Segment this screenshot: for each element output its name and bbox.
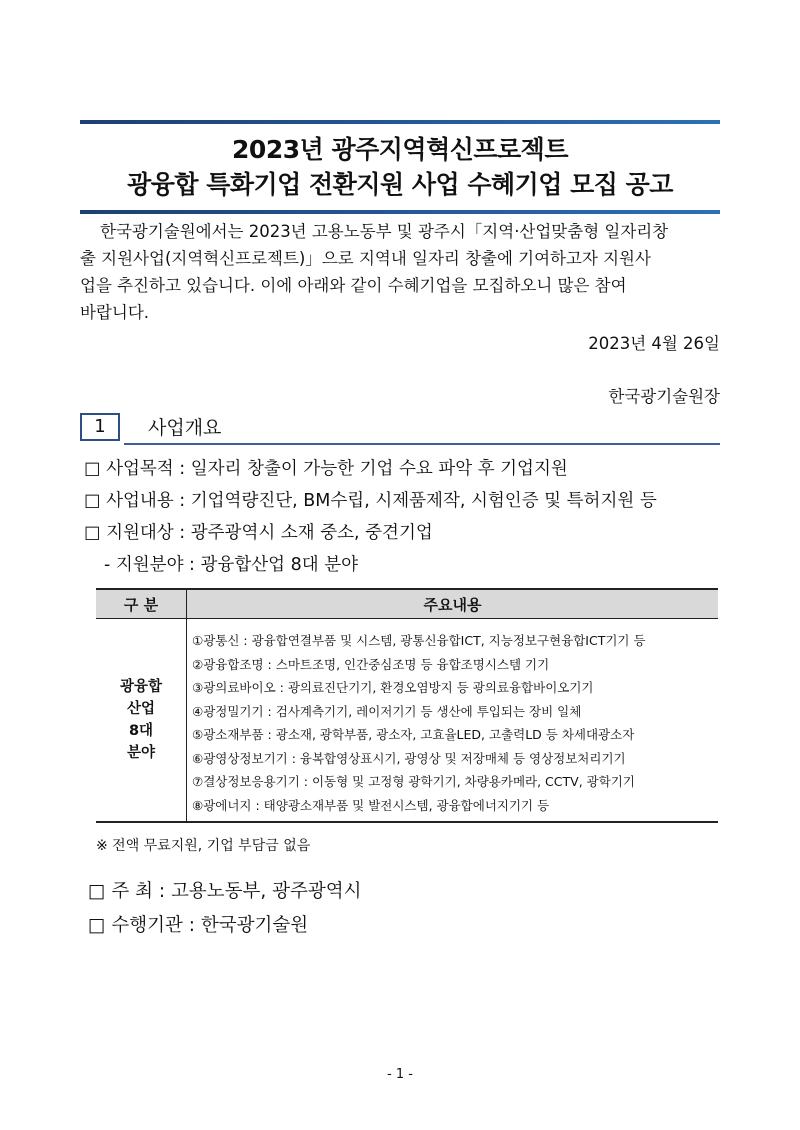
- sub-bullet-field: - 지원분야 : 광융합산업 8대 분야: [104, 555, 359, 575]
- list-item: ③광의료바이오 : 광의료진단기기, 환경오염방지 등 광의료융합바이오기기: [192, 680, 594, 695]
- bullet-host: □ 주 최 : 고용노동부, 광주광역시: [88, 881, 362, 902]
- category-label-line: 8대: [128, 723, 154, 739]
- header-content: 주요내용: [187, 589, 719, 619]
- category-label-cell: [96, 619, 187, 823]
- list-item: ②광융합조명 : 스마트조명, 인간중심조명 등 융합조명시스템 기기: [192, 656, 550, 672]
- list-item: ⑤광소재부품 : 광소재, 광학부품, 광소자, 고효율LED, 고출력LD 등 차세대광소자: [192, 727, 635, 742]
- list-item: ⑦결상정보응용기기 : 이동형 및 고정형 광학기기, 차량용카메라, CCTV, 광학기기: [192, 774, 635, 789]
- page-title-line2: 광융합 특화기업 전환지원 사업 수혜기업 모집 공고: [127, 170, 673, 199]
- bullet-purpose: □ 사업목적 : 일자리 창출이 가능한 기업 수요 파악 후 기업지원: [84, 459, 568, 479]
- section-title: 사업개요: [148, 417, 222, 439]
- intro-line-2: 출 지원사업(지역혁신프로젝트)」으로 지역내 일자리 창출에 기여하고자 지원사: [80, 249, 651, 268]
- page-number: - 1 -: [387, 1067, 413, 1082]
- funding-note: ※ 전액 무료지원, 기업 부담금 없음: [96, 838, 311, 854]
- list-item: ⑧광에너지 : 태양광소재부품 및 발전시스템, 광융합에너지기기 등: [192, 797, 550, 813]
- page-title-line1: 2023년 광주지역혁신프로젝트: [232, 135, 568, 164]
- title-top-rule: [80, 120, 720, 124]
- bullet-target: □ 지원대상 : 광주광역시 소재 중소, 중견기업: [84, 523, 433, 543]
- category-label-line: 광융합: [119, 679, 163, 695]
- category-label-line: 분야: [126, 745, 155, 761]
- intro-line-4: 바랍니다.: [80, 303, 150, 322]
- intro-line-1: 한국광기술원에서는 2023년 고용노동부 및 광주시「지역·산업맞춤형 일자리창: [100, 222, 669, 241]
- intro-paragraph: [80, 218, 720, 326]
- list-item: ④광정밀기기 : 검사계측기기, 레이저기기 등 생산에 투입되는 장비 일체: [192, 703, 582, 719]
- category-label-line: 산업: [126, 701, 155, 717]
- announcement-date: 2023년 4월 26일: [588, 334, 720, 353]
- header-category: 구 분: [96, 589, 187, 619]
- bullet-content: □ 사업내용 : 기업역량진단, BM수립, 시제품제작, 시험인증 및 특허지원 등: [84, 491, 657, 511]
- section-underline: [124, 443, 720, 445]
- list-item: ①광통신 : 광융합연결부품 및 시스템, 광통신융합ICT, 지능정보구현융합ICT기기 등: [192, 633, 646, 648]
- table-header-row: [96, 589, 718, 619]
- table-row: [96, 619, 718, 823]
- industry-category-table: [96, 588, 718, 823]
- list-item: ⑥광영상정보기기 : 융복합영상표시기, 광영상 및 저장매체 등 영상정보처리기기: [192, 750, 626, 766]
- title-bottom-rule: [80, 210, 720, 214]
- bullet-executor: □ 수행기관 : 한국광기술원: [88, 915, 309, 936]
- section-number-box: 1: [80, 413, 120, 441]
- intro-line-3: 업을 추진하고 있습니다. 이에 아래와 같이 수혜기업을 모집하오니 많은 참여: [80, 276, 627, 295]
- issuing-organization: 한국광기술원장: [608, 387, 720, 406]
- category-items-cell: [187, 619, 719, 823]
